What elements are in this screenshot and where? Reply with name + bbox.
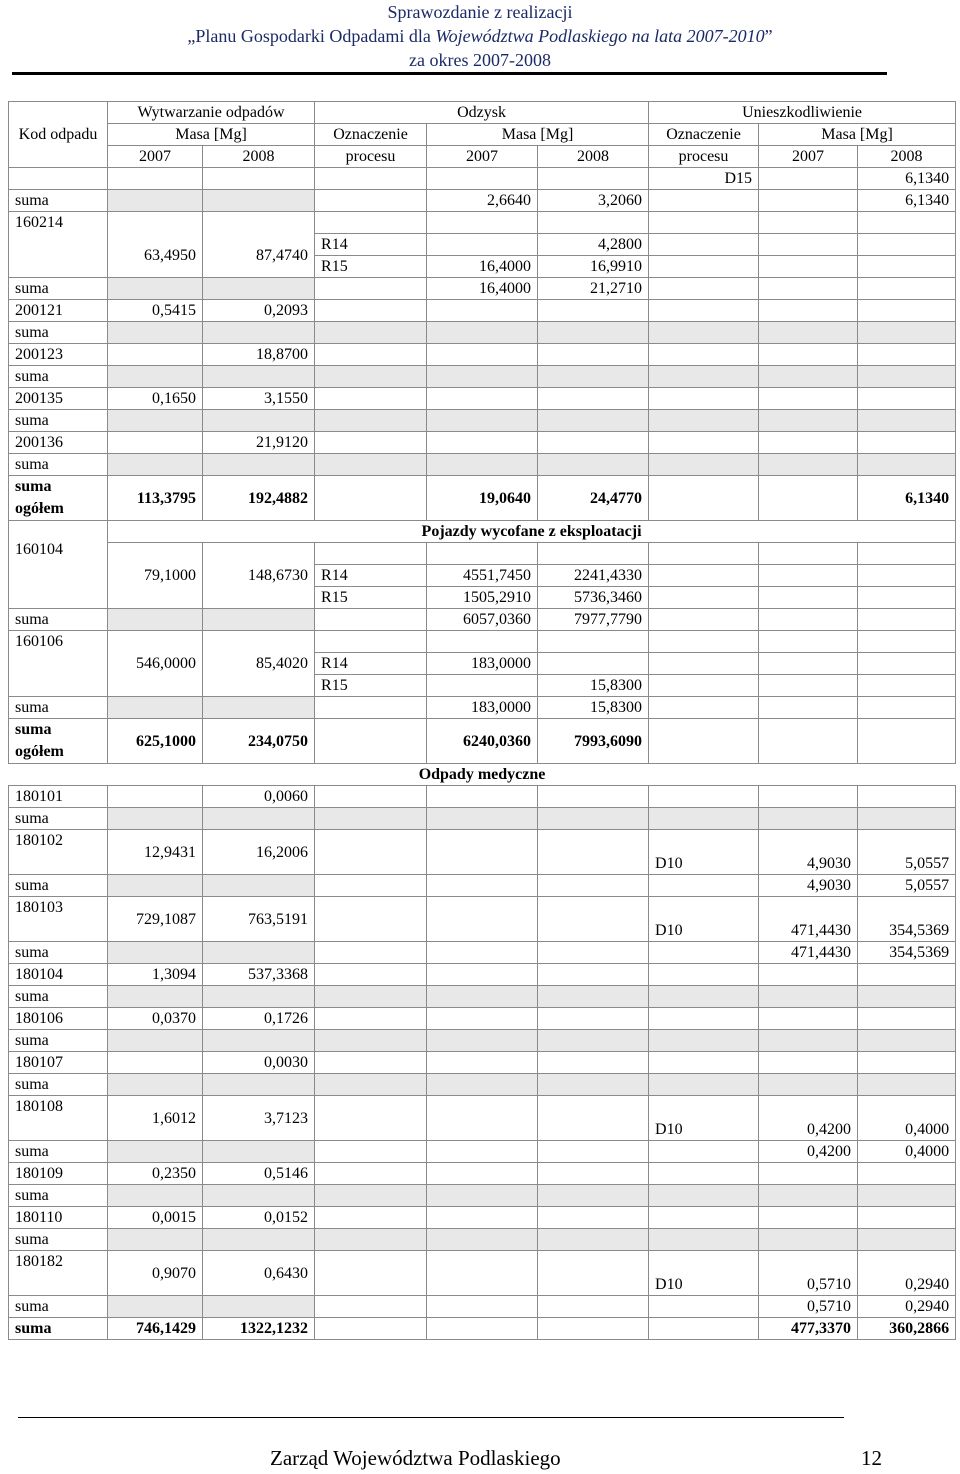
row-label: suma <box>9 697 108 719</box>
table-row <box>9 1141 956 1163</box>
cell: 21,9120 <box>203 432 315 454</box>
table-row <box>9 190 956 212</box>
cell: 21,2710 <box>538 278 649 300</box>
plan-title <box>0 24 960 48</box>
row-label: 180103 <box>9 897 108 942</box>
table-row <box>9 1074 956 1096</box>
table-row <box>9 786 956 808</box>
cell: 183,0000 <box>427 653 538 675</box>
col-unieszkodliwienie: Unieszkodliwienie <box>649 102 956 124</box>
oznaczenie-odz: Oznaczenie <box>315 124 427 146</box>
col-kod-odpadu: Kod odpadu <box>9 102 108 168</box>
cell: 729,1087 <box>108 897 203 942</box>
row-label: suma <box>9 1296 108 1318</box>
cell: 0,9070 <box>108 1251 203 1296</box>
cell: D10 <box>649 830 759 875</box>
row-label: 180102 <box>9 830 108 875</box>
cell: 234,0750 <box>203 719 315 764</box>
table-row-total <box>9 1318 956 1340</box>
cell: 85,4020 <box>203 631 315 697</box>
cell: 0,4000 <box>858 1096 956 1141</box>
table-row <box>9 875 956 897</box>
table-row <box>9 1296 956 1318</box>
row-label: 180104 <box>9 964 108 986</box>
cell: 471,4430 <box>759 897 858 942</box>
cell: 0,6430 <box>203 1251 315 1296</box>
table-row <box>9 1207 956 1229</box>
table-row <box>9 942 956 964</box>
row-label: suma <box>9 1141 108 1163</box>
cell: R14 <box>315 653 427 675</box>
cell: 16,4000 <box>427 256 538 278</box>
footer-divider <box>18 1417 844 1418</box>
cell: 0,0370 <box>108 1008 203 1030</box>
cell: 113,3795 <box>108 476 203 521</box>
procesu-odz: procesu <box>315 146 427 168</box>
cell: 0,0060 <box>203 786 315 808</box>
cell: 0,0030 <box>203 1052 315 1074</box>
section-title-medyczne: Odpady medyczne <box>9 764 956 786</box>
table-row <box>9 344 956 366</box>
table-row <box>9 1030 956 1052</box>
row-label: suma <box>9 278 108 300</box>
cell: D15 <box>649 168 759 190</box>
cell: 0,4000 <box>858 1141 956 1163</box>
cell: 7977,7790 <box>538 609 649 631</box>
cell: 16,4000 <box>427 278 538 300</box>
header-row-1 <box>9 102 956 124</box>
cell: 6,1340 <box>858 168 956 190</box>
cell: R15 <box>315 587 427 609</box>
cell: 0,5710 <box>759 1296 858 1318</box>
row-label: 200121 <box>9 300 108 322</box>
cell: 4551,7450 <box>427 565 538 587</box>
cell: 537,3368 <box>203 964 315 986</box>
table-row-total <box>9 476 956 521</box>
cell: 15,8300 <box>538 697 649 719</box>
row-label: suma <box>9 1185 108 1207</box>
cell: 6240,0360 <box>427 719 538 764</box>
cell: 16,2006 <box>203 830 315 875</box>
cell: 763,5191 <box>203 897 315 942</box>
table-row <box>9 168 956 190</box>
cell: 1,3094 <box>108 964 203 986</box>
cell: 6,1340 <box>858 476 956 521</box>
row-label: suma <box>9 454 108 476</box>
section-heading-row <box>9 764 956 786</box>
col-odzysk: Odzysk <box>315 102 649 124</box>
cell: 0,0152 <box>203 1207 315 1229</box>
oznaczenie-unie: Oznaczenie <box>649 124 759 146</box>
cell: 746,1429 <box>108 1318 203 1340</box>
table-row <box>9 1229 956 1251</box>
row-label: 160214 <box>9 212 108 278</box>
col-wytwarzanie: Wytwarzanie odpadów <box>108 102 315 124</box>
plan-title-prefix: „Planu Gospodarki Odpadami dla <box>187 26 436 46</box>
masa-unie: Masa [Mg] <box>759 124 956 146</box>
cell: 6,1340 <box>858 190 956 212</box>
table-row <box>9 808 956 830</box>
cell: 5,0557 <box>858 875 956 897</box>
wyt-2008: 2008 <box>203 146 315 168</box>
table-row <box>9 631 956 653</box>
row-label: suma <box>9 1229 108 1251</box>
cell: 0,2940 <box>858 1251 956 1296</box>
row-label: 160106 <box>9 631 108 697</box>
cell: 3,7123 <box>203 1096 315 1141</box>
cell: 4,2800 <box>538 234 649 256</box>
cell: 477,3370 <box>759 1318 858 1340</box>
table-row <box>9 322 956 344</box>
table-row <box>9 1185 956 1207</box>
odz-2008: 2008 <box>538 146 649 168</box>
table-row <box>9 964 956 986</box>
row-label: 180107 <box>9 1052 108 1074</box>
cell: 354,5369 <box>858 897 956 942</box>
cell: 354,5369 <box>858 942 956 964</box>
row-label: 200135 <box>9 388 108 410</box>
section-title-pojazdy: Pojazdy wycofane z eksploatacji <box>108 521 956 543</box>
cell: 1505,2910 <box>427 587 538 609</box>
row-label: suma <box>9 366 108 388</box>
cell: 0,5415 <box>108 300 203 322</box>
row-label: suma ogółem <box>9 476 108 521</box>
table-row <box>9 830 956 875</box>
wyt-2007: 2007 <box>108 146 203 168</box>
cell: 0,4200 <box>759 1141 858 1163</box>
header-row-2 <box>9 124 956 146</box>
cell: 3,2060 <box>538 190 649 212</box>
cell: 0,0015 <box>108 1207 203 1229</box>
row-label: 180182 <box>9 1251 108 1296</box>
table-row <box>9 897 956 942</box>
cell: 3,1550 <box>203 388 315 410</box>
plan-title-suffix: ” <box>764 26 773 46</box>
cell: 0,2350 <box>108 1163 203 1185</box>
row-label: suma <box>9 322 108 344</box>
cell: 360,2866 <box>858 1318 956 1340</box>
header-row-3 <box>9 146 956 168</box>
cell: 7993,6090 <box>538 719 649 764</box>
cell: 6057,0360 <box>427 609 538 631</box>
cell: 183,0000 <box>427 697 538 719</box>
cell: 471,4430 <box>759 942 858 964</box>
masa-wyt: Masa [Mg] <box>108 124 315 146</box>
table-row <box>9 1096 956 1141</box>
cell: 4,9030 <box>759 830 858 875</box>
unie-2008: 2008 <box>858 146 956 168</box>
masa-odz: Masa [Mg] <box>427 124 649 146</box>
cell: 625,1000 <box>108 719 203 764</box>
cell: 0,1726 <box>203 1008 315 1030</box>
table-row <box>9 1008 956 1030</box>
table-row <box>9 388 956 410</box>
cell: 0,1650 <box>108 388 203 410</box>
cell: 5,0557 <box>858 830 956 875</box>
table-row <box>9 986 956 1008</box>
row-label: 180106 <box>9 1008 108 1030</box>
waste-table <box>8 101 956 1340</box>
cell: D10 <box>649 1251 759 1296</box>
row-label: suma <box>9 1030 108 1052</box>
page-number: 12 <box>861 1446 882 1470</box>
table-row <box>9 278 956 300</box>
table-row <box>9 300 956 322</box>
section-heading-row <box>9 521 956 543</box>
row-label: suma <box>9 942 108 964</box>
row-label: 200136 <box>9 432 108 454</box>
header-divider <box>12 72 887 75</box>
row-label: suma <box>9 190 108 212</box>
cell: 79,1000 <box>108 543 203 609</box>
table-row <box>9 1052 956 1074</box>
cell: 192,4882 <box>203 476 315 521</box>
report-title: Sprawozdanie z realizacji <box>387 2 573 22</box>
table-row <box>9 410 956 432</box>
cell: 16,9910 <box>538 256 649 278</box>
row-label: suma <box>9 609 108 631</box>
footer-text: Zarząd Województwa Podlaskiego <box>270 1446 561 1470</box>
cell: 1,6012 <box>108 1096 203 1141</box>
row-label: 200123 <box>9 344 108 366</box>
cell: R14 <box>315 234 427 256</box>
row-label: 180108 <box>9 1096 108 1141</box>
cell: 24,4770 <box>538 476 649 521</box>
page-header <box>0 0 960 72</box>
table-row <box>9 432 956 454</box>
cell: 63,4950 <box>108 212 203 278</box>
cell: 19,0640 <box>427 476 538 521</box>
cell: D10 <box>649 897 759 942</box>
row-label: suma <box>9 1074 108 1096</box>
cell: 1322,1232 <box>203 1318 315 1340</box>
table-row <box>9 543 956 565</box>
cell: D10 <box>649 1096 759 1141</box>
row-label: suma <box>9 410 108 432</box>
cell: R15 <box>315 256 427 278</box>
cell: 148,6730 <box>203 543 315 609</box>
row-label: 180110 <box>9 1207 108 1229</box>
cell: 0,4200 <box>759 1096 858 1141</box>
cell: 0,5146 <box>203 1163 315 1185</box>
row-label: suma ogółem <box>9 719 108 764</box>
table-row-total <box>9 719 956 764</box>
table-row <box>9 609 956 631</box>
table-row <box>9 697 956 719</box>
procesu-unie: procesu <box>649 146 759 168</box>
cell: 0,2093 <box>203 300 315 322</box>
unie-2007: 2007 <box>759 146 858 168</box>
cell: 12,9431 <box>108 830 203 875</box>
table-row <box>9 1163 956 1185</box>
cell: 546,0000 <box>108 631 203 697</box>
cell: 4,9030 <box>759 875 858 897</box>
table-row <box>9 212 956 234</box>
cell: R14 <box>315 565 427 587</box>
cell: 2241,4330 <box>538 565 649 587</box>
cell: 5736,3460 <box>538 587 649 609</box>
row-label: suma <box>9 1318 108 1340</box>
row-label: 180101 <box>9 786 108 808</box>
row-label: suma <box>9 875 108 897</box>
row-label: suma <box>9 808 108 830</box>
row-label: suma <box>9 986 108 1008</box>
cell: 0,2940 <box>858 1296 956 1318</box>
cell: R15 <box>315 675 427 697</box>
cell: 87,4740 <box>203 212 315 278</box>
plan-title-italic: Województwa Podlaskiego na lata 2007-2010 <box>435 26 765 46</box>
table-row <box>9 366 956 388</box>
cell: 0,5710 <box>759 1251 858 1296</box>
odz-2007: 2007 <box>427 146 538 168</box>
cell: 2,6640 <box>427 190 538 212</box>
cell: 15,8300 <box>538 675 649 697</box>
table-row <box>9 454 956 476</box>
cell: 18,8700 <box>203 344 315 366</box>
row-label: 180109 <box>9 1163 108 1185</box>
table-row <box>9 1251 956 1296</box>
row-label: 160104 <box>9 521 108 609</box>
report-period: za okres 2007-2008 <box>409 50 551 70</box>
